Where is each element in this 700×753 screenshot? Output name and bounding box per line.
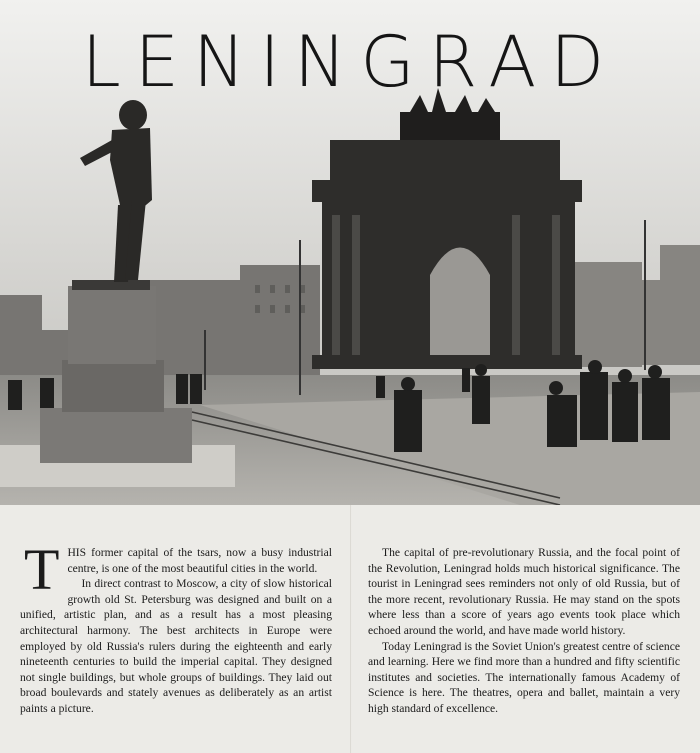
page-title: LENINGRAD [81,21,619,103]
article-paragraph [20,537,332,602]
article-column-right [368,545,680,717]
drop-cap: T [24,537,60,602]
article-paragraph: In direct contrast to Moscow, a city of slow historical growth old St. Petersburg was designed and built on a unified, artistic plan, and as a result has a most pleasing architectural harmony. The best architects in Europe were employed by old Russia's rulers during the eighteenth and early nineteenth centuries to build the imperial capital. They designed not single buildings, but whole groups of buildings. They laid out broad boulevards and stately avenues as deliberately as an artist paints a picture. [20,577,332,715]
article-column-left [20,537,332,717]
article-paragraph: The capital of pre-revolutionary Russia, and the focal point of the Revolution, Leningrad holds much historical significance. The tourist in Leningrad sees reminders not only of old Russia, but of the more recent, revolutionary Russia. He may stand on the spots where less than a score of years ago events took place which echoed around the world, and have made world history. [368,546,680,637]
page-gutter [350,505,352,753]
article-paragraph: Today Leningrad is the Soviet Union's greatest centre of science and learning. Here we find more than a hundred and fifty scientific institutes and societies. The internationally famous Academy of Science is here. The theatres, opera and ballet, maintain a very high standard of excellence. [368,639,680,715]
article-body [0,505,700,753]
buildings-right [572,245,700,367]
lead-text: HIS former capital of the tsars, now a busy industrial centre, is one of the most beautiful cities in the world. [67,546,332,575]
